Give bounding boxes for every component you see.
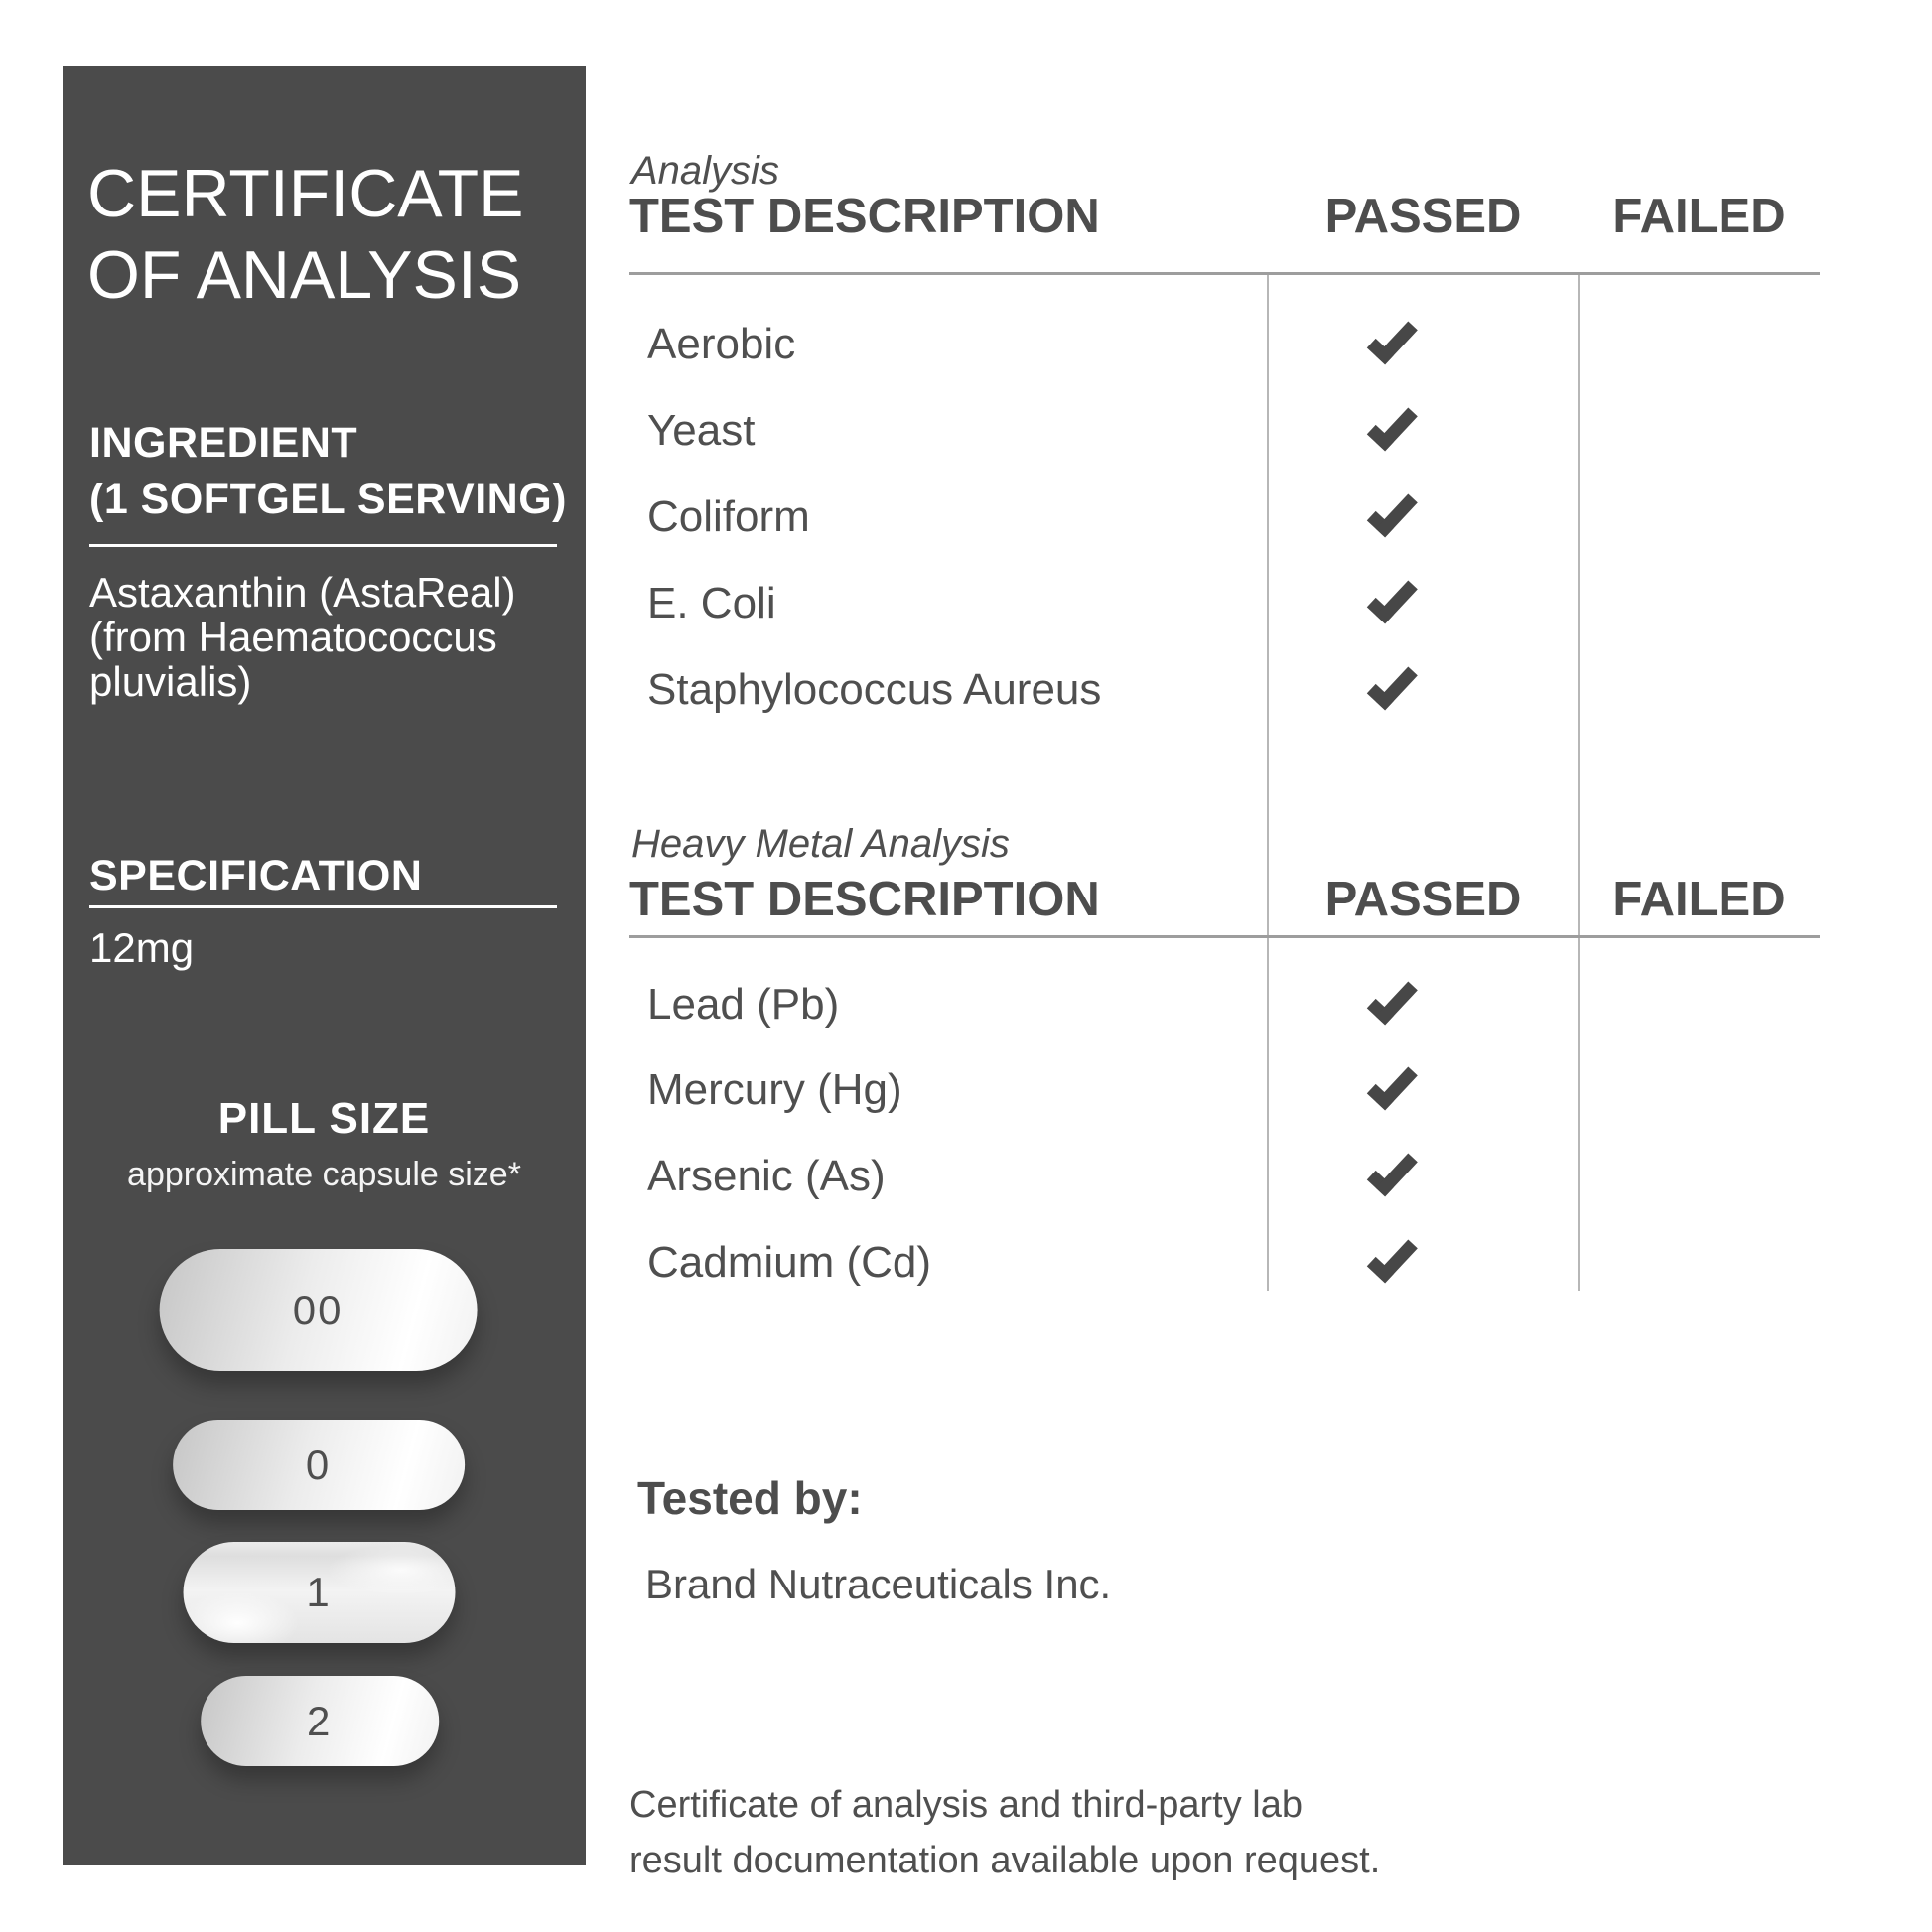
tested-by-value: Brand Nutraceuticals Inc.	[645, 1561, 1112, 1607]
test-name: Staphylococcus Aureus	[647, 665, 1102, 714]
ingredient-value-line3: pluvialis)	[89, 658, 252, 705]
passed-cell	[1237, 400, 1548, 462]
test-name: Lead (Pb)	[647, 980, 840, 1029]
pill-size-heading: PILL SIZE	[217, 1094, 431, 1143]
specification-heading: SPECIFICATION	[89, 852, 423, 899]
failed-cell	[1548, 486, 1789, 548]
passed-cell	[1237, 1146, 1548, 1207]
checkmark-icon	[1367, 1231, 1418, 1283]
left-info-panel	[63, 66, 586, 1865]
heavy-metal-header-rule	[629, 935, 1820, 938]
footer-note-line1: Certificate of analysis and third-party lab	[629, 1784, 1303, 1826]
analysis-col-failed: FAILED	[1612, 190, 1786, 243]
footer-note-line2: result documentation available upon request.	[629, 1840, 1381, 1881]
capsule-size-00-icon	[159, 1249, 477, 1371]
tested-by-label: Tested by:	[637, 1472, 863, 1524]
capsule-size-00-label: 00	[292, 1286, 344, 1333]
table-row	[629, 314, 1820, 375]
passed-cell	[1237, 659, 1548, 721]
failed-cell	[1548, 659, 1789, 721]
table-row	[629, 573, 1820, 634]
table-row	[629, 659, 1820, 721]
failed-cell	[1548, 974, 1789, 1035]
table-row	[629, 486, 1820, 548]
analysis-header-rule	[629, 272, 1820, 275]
ingredient-heading-line1: INGREDIENT	[89, 419, 358, 467]
passed-cell	[1237, 314, 1548, 375]
failed-cell	[1548, 1059, 1789, 1121]
capsule-size-2-label: 2	[307, 1697, 333, 1744]
capsule-size-1-icon	[183, 1542, 455, 1643]
footer-note	[629, 1777, 1380, 1888]
checkmark-icon	[1367, 313, 1418, 364]
failed-cell	[1548, 573, 1789, 634]
failed-cell	[1548, 1232, 1789, 1294]
checkmark-icon	[1367, 399, 1418, 451]
checkmark-icon	[1367, 1058, 1418, 1110]
failed-cell	[1548, 400, 1789, 462]
specification-divider	[89, 905, 557, 908]
failed-cell	[1548, 1146, 1789, 1207]
test-name: Yeast	[647, 406, 756, 455]
test-name: E. Coli	[647, 579, 776, 627]
checkmark-icon	[1367, 485, 1418, 537]
capsule-size-0-icon	[173, 1420, 465, 1510]
test-name: Arsenic (As)	[647, 1152, 886, 1200]
page-title-line1: CERTIFICATE	[87, 156, 524, 231]
ingredient-divider	[89, 544, 557, 547]
test-name: Aerobic	[647, 320, 796, 368]
test-name: Mercury (Hg)	[647, 1065, 902, 1114]
checkmark-icon	[1367, 658, 1418, 710]
ingredient-value-line2: (from Haematococcus	[89, 614, 497, 660]
page-title-line2: OF ANALYSIS	[87, 237, 522, 313]
table-row	[629, 1232, 1820, 1294]
passed-cell	[1237, 1059, 1548, 1121]
ingredient-heading	[89, 415, 567, 528]
pill-size-subheading: approximate capsule size*	[127, 1156, 521, 1193]
checkmark-icon	[1367, 572, 1418, 623]
heavy-metal-col-passed: PASSED	[1324, 873, 1522, 926]
checkmark-icon	[1367, 1145, 1418, 1196]
heavy-metal-col-test-description: TEST DESCRIPTION	[629, 873, 1100, 926]
page-title	[87, 153, 524, 316]
passed-cell	[1237, 573, 1548, 634]
test-name: Cadmium (Cd)	[647, 1238, 932, 1287]
table-row	[629, 1146, 1820, 1207]
passed-cell	[1237, 486, 1548, 548]
heavy-metal-section-label: Heavy Metal Analysis	[631, 822, 1010, 866]
specification-value: 12mg	[89, 924, 195, 971]
failed-cell	[1548, 314, 1789, 375]
test-name: Coliform	[647, 492, 810, 541]
ingredient-value-line1: Astaxanthin (AstaReal)	[89, 569, 516, 616]
table-row	[629, 1059, 1820, 1121]
analysis-section-label: Analysis	[631, 149, 779, 193]
heavy-metal-col-failed: FAILED	[1612, 873, 1786, 926]
table-row	[629, 400, 1820, 462]
capsule-size-1-label: 1	[306, 1569, 332, 1615]
passed-cell	[1237, 1232, 1548, 1294]
capsule-size-0-label: 0	[305, 1441, 332, 1488]
analysis-col-passed: PASSED	[1324, 190, 1522, 243]
capsule-size-2-icon	[201, 1676, 439, 1766]
analysis-col-test-description: TEST DESCRIPTION	[629, 190, 1100, 243]
checkmark-icon	[1367, 973, 1418, 1025]
ingredient-heading-line2: (1 SOFTGEL SERVING)	[89, 476, 567, 523]
ingredient-value	[89, 570, 516, 704]
passed-cell	[1237, 974, 1548, 1035]
table-row	[629, 974, 1820, 1035]
